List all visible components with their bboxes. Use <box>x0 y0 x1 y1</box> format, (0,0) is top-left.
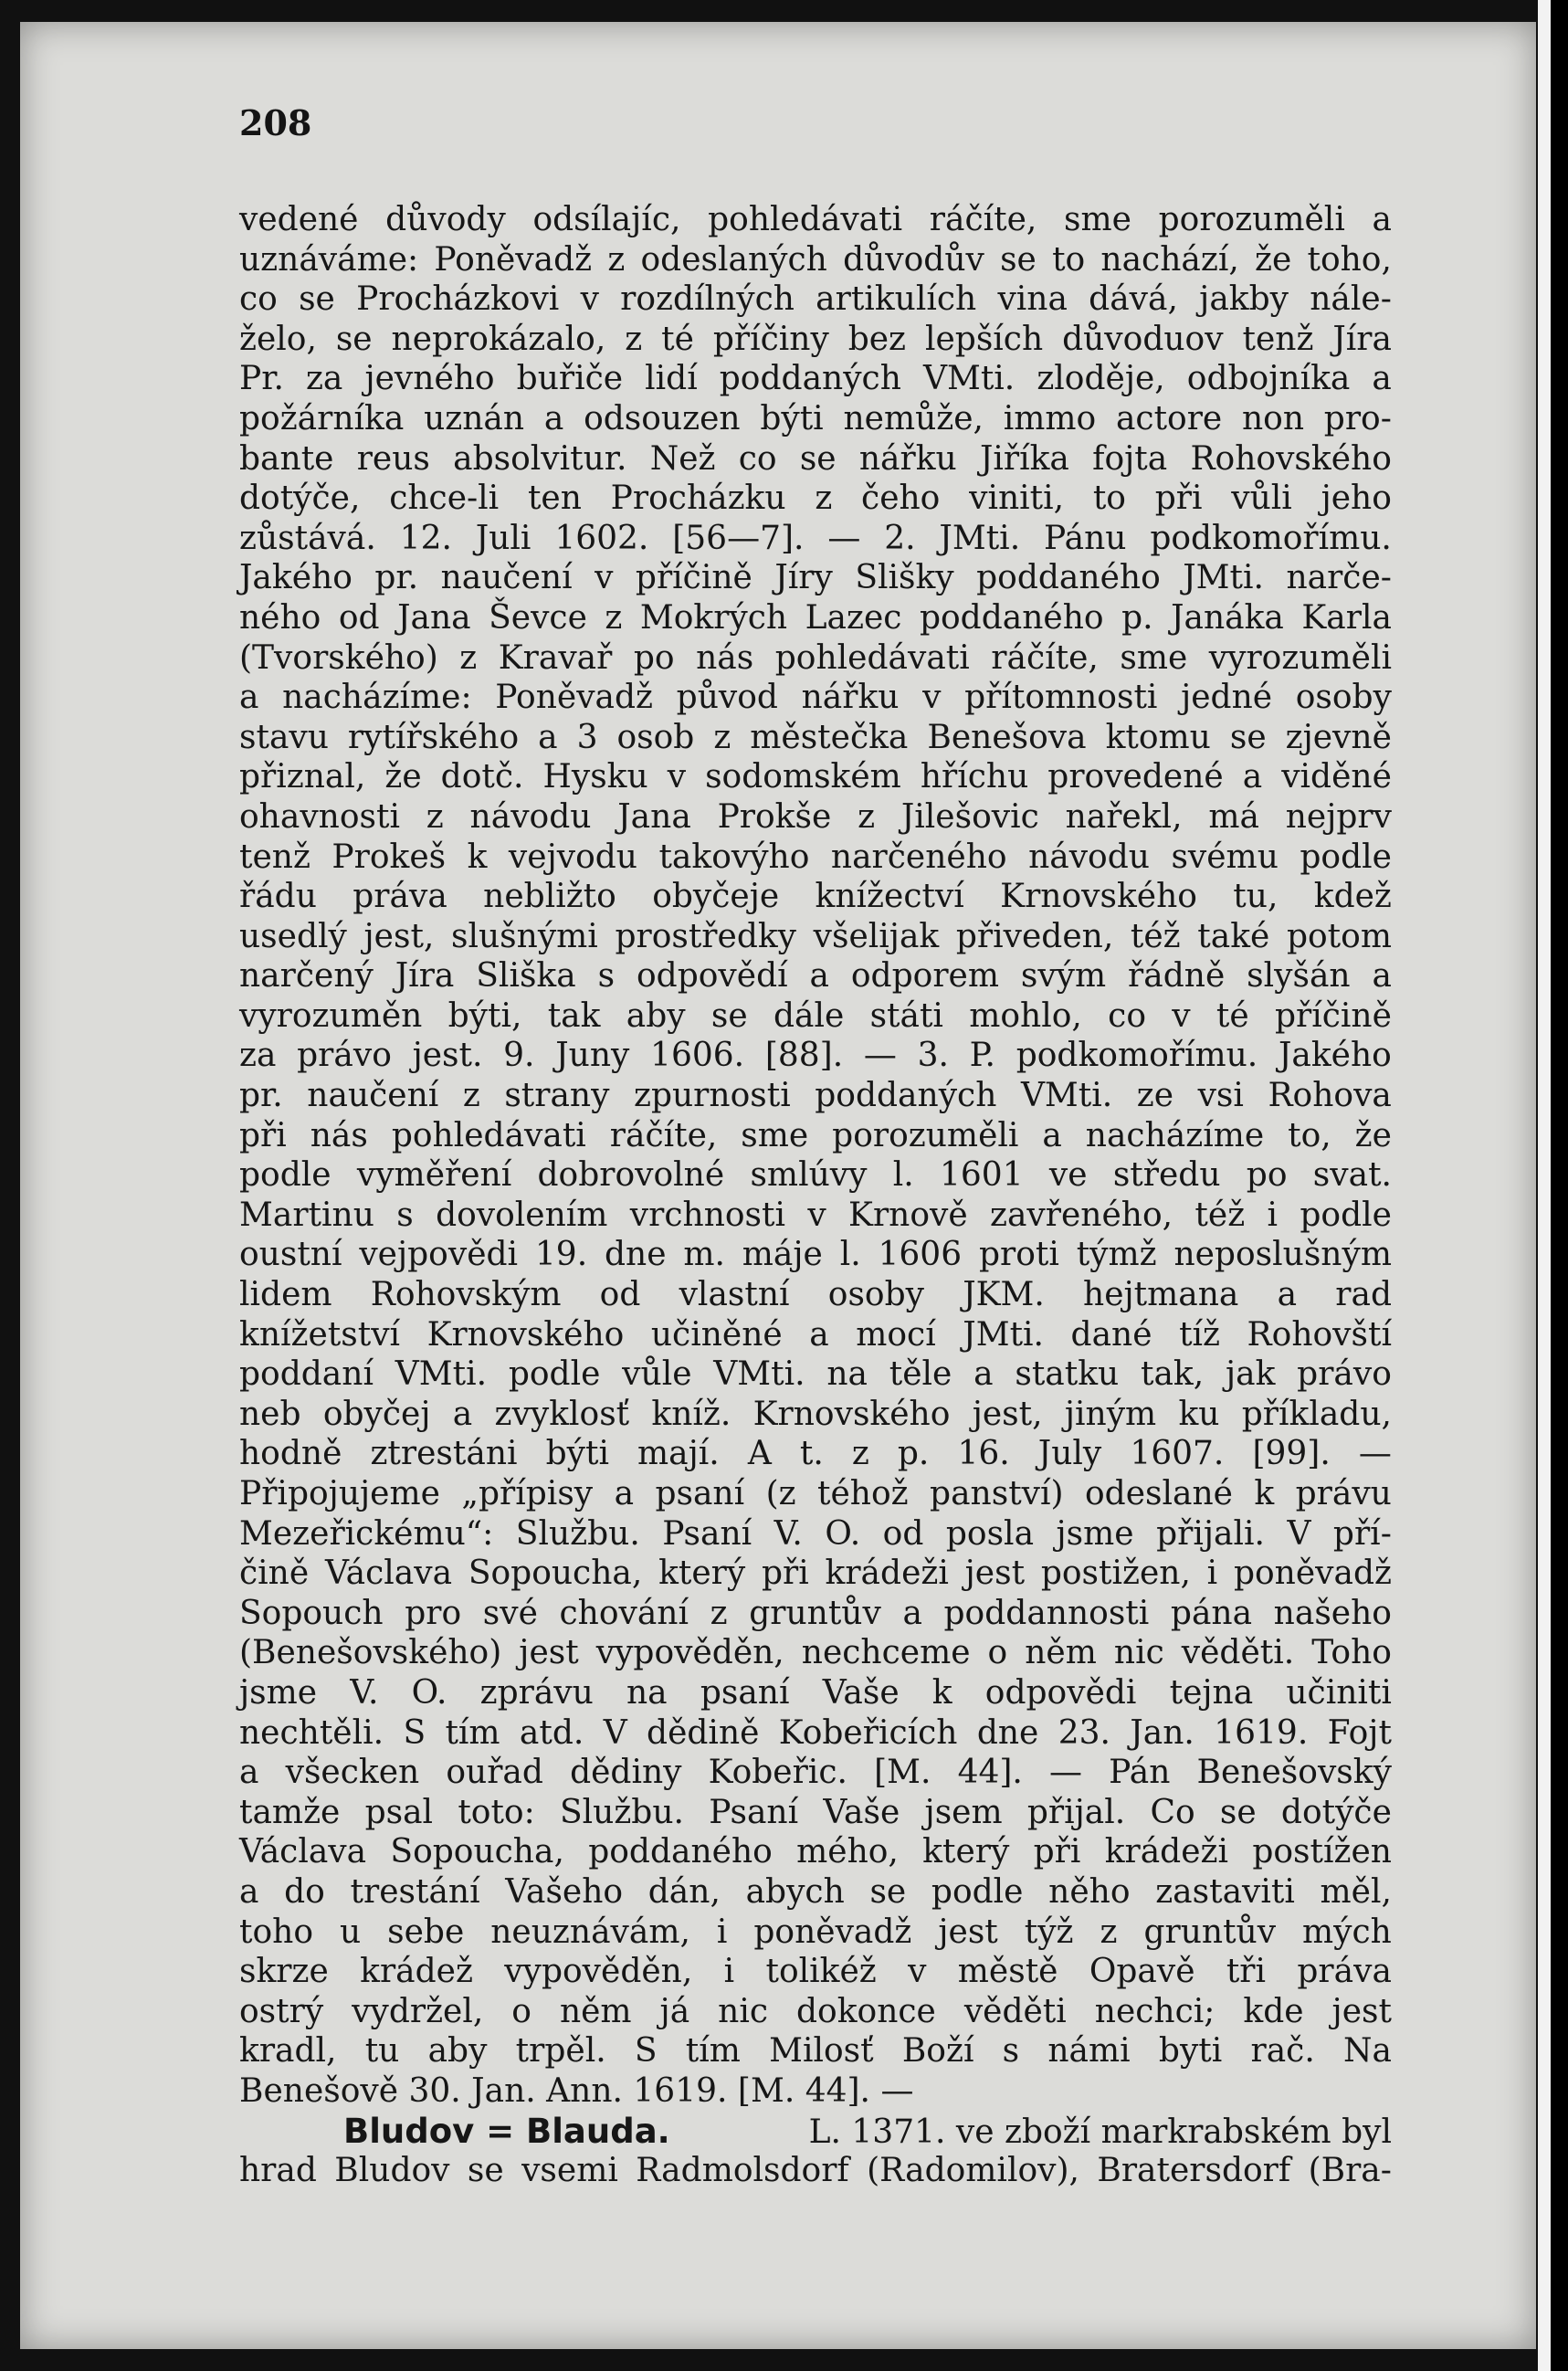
text-line: Mezeřickému“: Službu. Psaní V. O. od posla jsme přijali. V pří- <box>239 1514 1392 1553</box>
text-line: vyrozuměn býti, tak aby se dále státi mohlo, co v té příčině <box>239 996 1392 1035</box>
text-line: bante reus absolvitur. Než co se nářku Jiříka fojta Rohovského <box>239 439 1392 478</box>
text-line: tenž Prokeš k vejvodu takovýho narčeného návodu svému podle <box>239 838 1392 876</box>
text-line: a nacházíme: Poněvadž původ nářku v přítomnosti jedné osoby <box>239 679 1392 717</box>
text-line: za právo jest. 9. Juny 1606. [88]. — 3. P. podkomořímu. Jakého <box>239 1037 1392 1075</box>
text-line: usedlý jest, slušnými prostředky všelijak přiveden, též také potom <box>239 917 1392 955</box>
text-line: přiznal, že dotč. Hysku v sodomském hříchu provedené a viděné <box>239 758 1392 796</box>
text-line: co se Procházkovi v rozdílných artikulích vina dává, jakby nále- <box>239 280 1392 319</box>
text-line: podle vyměření dobrovolné smlúvy l. 1601 ve středu po svat. <box>239 1156 1392 1195</box>
text-line: oustní vejpovědi 19. dne m. máje l. 1606 proti týmž neposlušným <box>239 1236 1392 1274</box>
text-line: želo, se neprokázalo, z té příčiny bez lepších důvoduov tenž Jíra <box>239 320 1392 358</box>
text-line: stavu rytířského a 3 osob z městečka Benešova ktomu se zjevně <box>239 718 1392 756</box>
text-line: ného od Jana Ševce z Mokrých Lazec poddaného p. Janáka Karla <box>239 598 1392 637</box>
text-line: (Tvorského) z Kravař po nás pohledávati ráčíte, sme vyrozuměli <box>239 638 1392 677</box>
text-line: a do trestání Vašeho dán, abych se podle něho zastaviti měl, <box>239 1872 1392 1911</box>
text-line: požárníka uznán a odsouzen býti nemůže, immo actore non pro- <box>239 399 1392 437</box>
text-line: Jakého pr. naučení v příčině Jíry Slišky poddaného JMti. narče- <box>239 559 1392 597</box>
text-line: (Benešovského) jest vypověděn, nechceme o něm nic věděti. Toho <box>239 1634 1392 1672</box>
text-line: řádu práva nebližto obyčeje knížectví Krnovského tu, kdež <box>239 878 1392 916</box>
body-text <box>239 200 1392 2191</box>
text-line: uznáváme: Poněvadž z odeslaných důvodův se to nachází, že toho, <box>239 240 1392 279</box>
text-line: zůstává. 12. Juli 1602. [56—7]. — 2. JMti. Pánu podkomořímu. <box>239 519 1392 557</box>
text-line: neb obyčej a zvyklosť kníž. Krnovského jest, jiným ku příkladu, <box>239 1395 1392 1433</box>
page-edge-shadow <box>1551 0 1568 2371</box>
entry-heading-line <box>239 2112 1392 2152</box>
text-line: při nás pohledávati ráčíte, sme porozuměli a nacházíme to, že <box>239 1116 1392 1154</box>
page-edge-highlight <box>1538 0 1551 2371</box>
entry-heading-text: L. 1371. ve zboží markrabském byl <box>808 2113 1392 2151</box>
text-line: Připojujeme „přípisy a psaní (z téhož panství) odeslané k právu <box>239 1475 1392 1512</box>
text-line: tamže psal toto: Službu. Psaní Vaše jsem přijal. Co se dotýče <box>239 1793 1392 1831</box>
text-line: Václava Sopoucha, poddaného mého, který při krádeži postížen <box>239 1833 1392 1871</box>
text-line: dotýče, chce-li ten Procházku z čeho viniti, to při vůli jeho <box>239 479 1392 518</box>
text-line: pr. naučení z strany zpurnosti poddaných VMti. ze vsi Rohova <box>239 1077 1392 1115</box>
text-line: narčený Jíra Sliška s odpovědí a odporem svým řádně slyšán a <box>239 957 1392 996</box>
text-line: hrad Bludov se vsemi Radmolsdorf (Radomilov), Bratersdorf (Bra- <box>239 2152 1392 2190</box>
text-line: Benešově 30. Jan. Ann. 1619. [M. 44]. — <box>239 2071 914 2110</box>
text-line: Martinu s dovolením vrchnosti v Krnově zavřeného, též i podle <box>239 1196 1392 1234</box>
text-line: vedené důvody odsílajíc, pohledávati ráčíte, sme porozuměli a <box>239 201 1392 238</box>
text-line: nechtěli. S tím atd. V dědině Kobeřicích dne 23. Jan. 1619. Fojt <box>239 1713 1392 1752</box>
text-line: a všecken ouřad dědiny Kobeřic. [M. 44]. — Pán Benešovský <box>239 1754 1392 1792</box>
text-line: Sopouch pro své chování z gruntův a poddannosti pána našeho <box>239 1594 1392 1632</box>
text-line: toho u sebe neuznávám, i poněvadž jest týž z gruntův mých <box>239 1913 1392 1951</box>
text-line: knížetství Krnovského učiněné a mocí JMti. dané tíž Rohovští <box>239 1315 1392 1354</box>
page-number: 208 <box>239 102 312 143</box>
text-line: čině Václava Sopoucha, který při krádeži jest postižen, i poněvadž <box>239 1554 1392 1593</box>
text-line: hodně ztrestáni býti mají. A t. z p. 16. July 1607. [99]. — <box>239 1435 1392 1473</box>
text-line: skrze krádež vypověděn, i tolikéž v městě Opavě tři práva <box>239 1953 1392 1991</box>
entry-heading: Bludov = Blauda. <box>343 2111 670 2151</box>
text-line: Pr. za jevného buřiče lidí poddaných VMti. zloděje, odbojníka a <box>239 360 1392 398</box>
text-line: poddaní VMti. podle vůle VMti. na těle a statku tak, jak právo <box>239 1355 1392 1394</box>
text-line: ohavnosti z návodu Jana Prokše z Jilešovic nařekl, má nejprv <box>239 797 1392 836</box>
text-line: kradl, tu aby trpěl. S tím Milosť Boží s námi byti rač. Na <box>239 2032 1392 2071</box>
text-line: lidem Rohovským od vlastní osoby JKM. hejtmana a rad <box>239 1276 1392 1314</box>
text-line: ostrý vydržel, o něm já nic dokonce věděti nechci; kde jest <box>239 1992 1392 2030</box>
text-line: jsme V. O. zprávu na psaní Vaše k odpovědi tejna učiniti <box>239 1673 1392 1712</box>
